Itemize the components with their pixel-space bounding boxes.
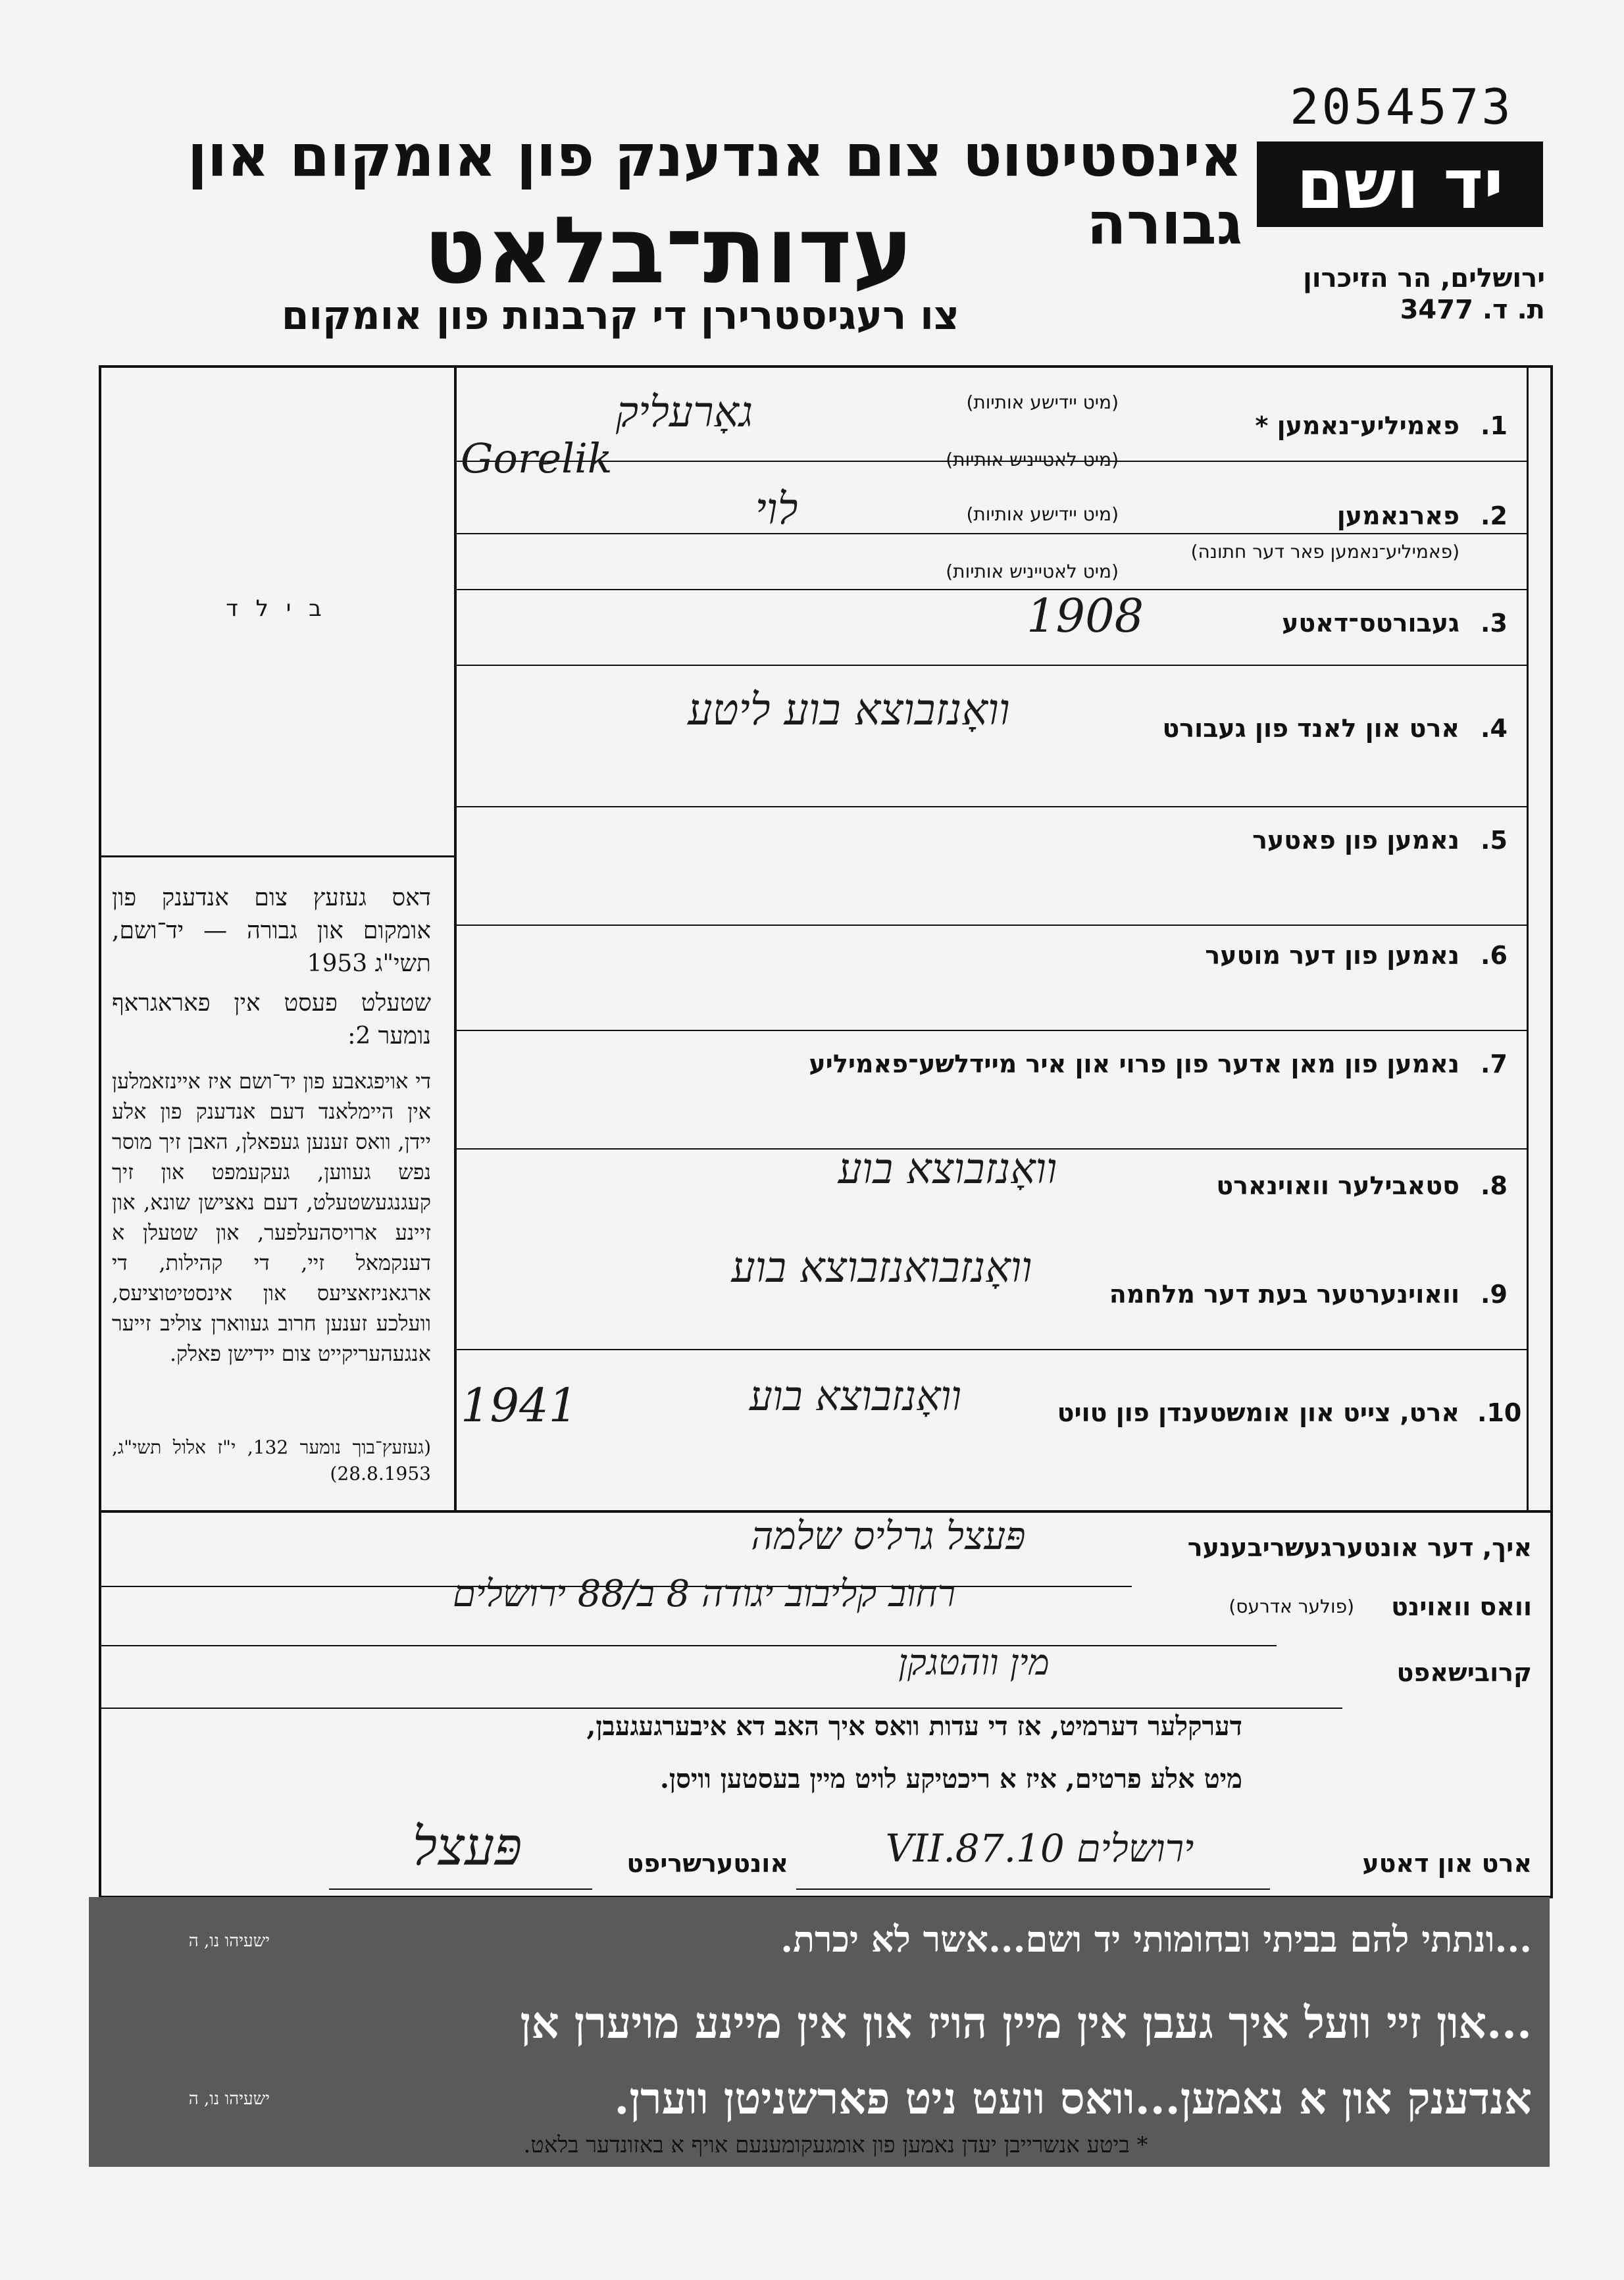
institute-heading: אינסטיטוט צום אנדענק פון אומקום און גבורה	[187, 122, 1242, 257]
banner-line1: ...ונתתי להם בביתי ובחומותי יד ושם...אשר לא יכרת.	[780, 1918, 1532, 1960]
field-3-value: 1908	[1027, 589, 1144, 643]
field-8-number: 8.	[1481, 1171, 1508, 1200]
signer-address-value: רחוב קליבוב יגודה 8 ב/88 ירושלים	[452, 1573, 956, 1615]
field-1-number: 1.	[1481, 411, 1508, 440]
signature-value: פּעצל	[412, 1816, 522, 1877]
signer-relation-value: מין ווהטגקן	[898, 1642, 1050, 1683]
banner-line2: ...און זיי וועל איך געבן אין מיין הויז און אין מיינע מויערן אן	[520, 1997, 1532, 2048]
document-number: 2054573	[1290, 79, 1513, 136]
law-note-intro: דאס געזעץ צום אנדענק פון אומקום און גבורה — יד־ושם, תשי"ג 1953	[112, 884, 431, 977]
signer-address-note: (פולער אדרעס)	[1229, 1596, 1354, 1617]
field-9-value: וואָנזבואנזבוצא בוע	[731, 1244, 1032, 1292]
field-5-label: נאמען פון פאטער	[1252, 826, 1459, 855]
signer-name-label: איך, דער אונטערגעשריבענער	[1187, 1533, 1532, 1562]
field-4-number: 4.	[1481, 714, 1508, 743]
declaration-line-2: מיט אלע פרטים, איז א ריכטיקע לויט מיין בעסטען וויסן.	[659, 1763, 1242, 1794]
place-date-value: ירושלים 10.VII.87	[885, 1826, 1194, 1871]
field-2-number: 2.	[1481, 501, 1508, 530]
signature-label: אונטערשריפט	[626, 1849, 788, 1878]
address-city: ירושלים, הר הזיכרון	[1303, 263, 1545, 293]
signer-address-label: וואס וואוינט	[1391, 1592, 1532, 1621]
field-2-label: פארנאמען	[1336, 501, 1459, 530]
form-title: עדות־בלאט	[423, 197, 913, 305]
field-6-label: נאמען פון דער מוטער	[1205, 941, 1459, 970]
form-subtitle: צו רעגיסטרירן די קרבנות פון אומקום	[281, 293, 959, 339]
field-8-label: סטאבילער וואוינארט	[1216, 1171, 1459, 1200]
field-10-value-year: 1941	[461, 1379, 578, 1432]
field-10-number: 10.	[1477, 1398, 1522, 1427]
field-2-value: לוי	[755, 484, 798, 534]
field-6-number: 6.	[1481, 941, 1508, 970]
law-note-citation: (געזעץ־בוך נומער 132, י"ז אלול תשי"ג, 28.8.1953)	[112, 1436, 432, 1484]
field-7-label: נאמען פון מאן אדער פון פרוי און איר מיידלשע־פאמיליע	[809, 1050, 1459, 1078]
field-2-sub-yiddish: (מיט יידישע אותיות)	[966, 503, 1119, 525]
field-5-number: 5.	[1481, 826, 1508, 855]
field-10-value-place: וואָנזבוצא בוע	[749, 1372, 962, 1420]
place-date-label: ארט און דאטע	[1362, 1849, 1532, 1878]
field-3-label: געבורטס־דאטע	[1282, 609, 1459, 638]
field-8-value: וואָנזבוצא בוע	[838, 1145, 1057, 1194]
field-2-sub-latin: (מיט לאטייניש אותיות)	[946, 561, 1119, 582]
signer-relation-label: קרובישאפט	[1396, 1658, 1532, 1687]
field-1-value-latin: Gorelik	[461, 434, 613, 482]
field-1-label: פאמיליע־נאמען *	[1255, 411, 1459, 440]
banner-line3: אנדענק און א נאמען...וואס וועט ניט פארשניטן ווערן.	[614, 2073, 1532, 2124]
field-9-label: וואוינערטער בעת דער מלחמה	[1109, 1280, 1459, 1309]
declaration-line-1: דערקלער דערמיט, אז די עדות וואס איך האב דא איבערגעגעבן,	[586, 1711, 1242, 1742]
field-9-number: 9.	[1481, 1280, 1508, 1309]
field-4-label: ארט און לאנד פון געבורט	[1162, 714, 1459, 743]
law-note-paragraph-ref: שטעלט פעסט אין פאראגראף נומער 2:	[112, 990, 431, 1050]
banner-line3-ref: ישעיהו נו, ה	[188, 2089, 270, 2109]
field-7-number: 7.	[1481, 1050, 1508, 1078]
photo-placeholder: ב י ל ד	[226, 595, 327, 622]
law-note-body: די אויפגאבע פון יד־ושם איז איינזאמלען אין היימלאנד דעם אנדענק פון אלע יידן, וואס זענען געפאלן, האבן זיך מוסר נפש געווען, געקעמפט און זיך קעגנגעשטעלט, דעם נאצישן שונא, און זיינע ארויסהעלפער, און שטעלן א דענקמאל זיי, די קהילות, די ארגאניזאציעס און אינסטיטוציעס, וועלכע זענען חרוב געווארן צוליב זייער אנגעהעריקייט צום יידישן פאלק.	[112, 1069, 431, 1366]
field-10-label: ארט, צייט און אומשטענדן פון טויט	[1057, 1398, 1459, 1427]
footer-note: * ביטע אנשרייבן יעדן נאמען פון אומגעקומענעם אויף א באזונדער בלאט.	[523, 2132, 1148, 2158]
field-1-value-yiddish: גאָרעליק	[615, 388, 753, 437]
field-2-label-note: (פאמיליע־נאמען פאר דער חתונה)	[1190, 541, 1459, 563]
banner-line1-ref: ישעיהו נו, ה	[188, 1931, 270, 1951]
field-1-sub-latin: (מיט לאטייניש אותיות)	[946, 449, 1119, 470]
signer-name-value: פּעצל גרליס שלמה	[751, 1513, 1026, 1558]
field-3-number: 3.	[1481, 609, 1508, 638]
field-4-value: וואָנזבוצא בוע ליטע	[688, 684, 1010, 735]
yad-vashem-logo: יד ושם	[1257, 141, 1543, 227]
field-1-sub-yiddish: (מיט יידישע אותיות)	[966, 392, 1119, 413]
address-pobox: ת. ד. 3477	[1400, 295, 1545, 325]
